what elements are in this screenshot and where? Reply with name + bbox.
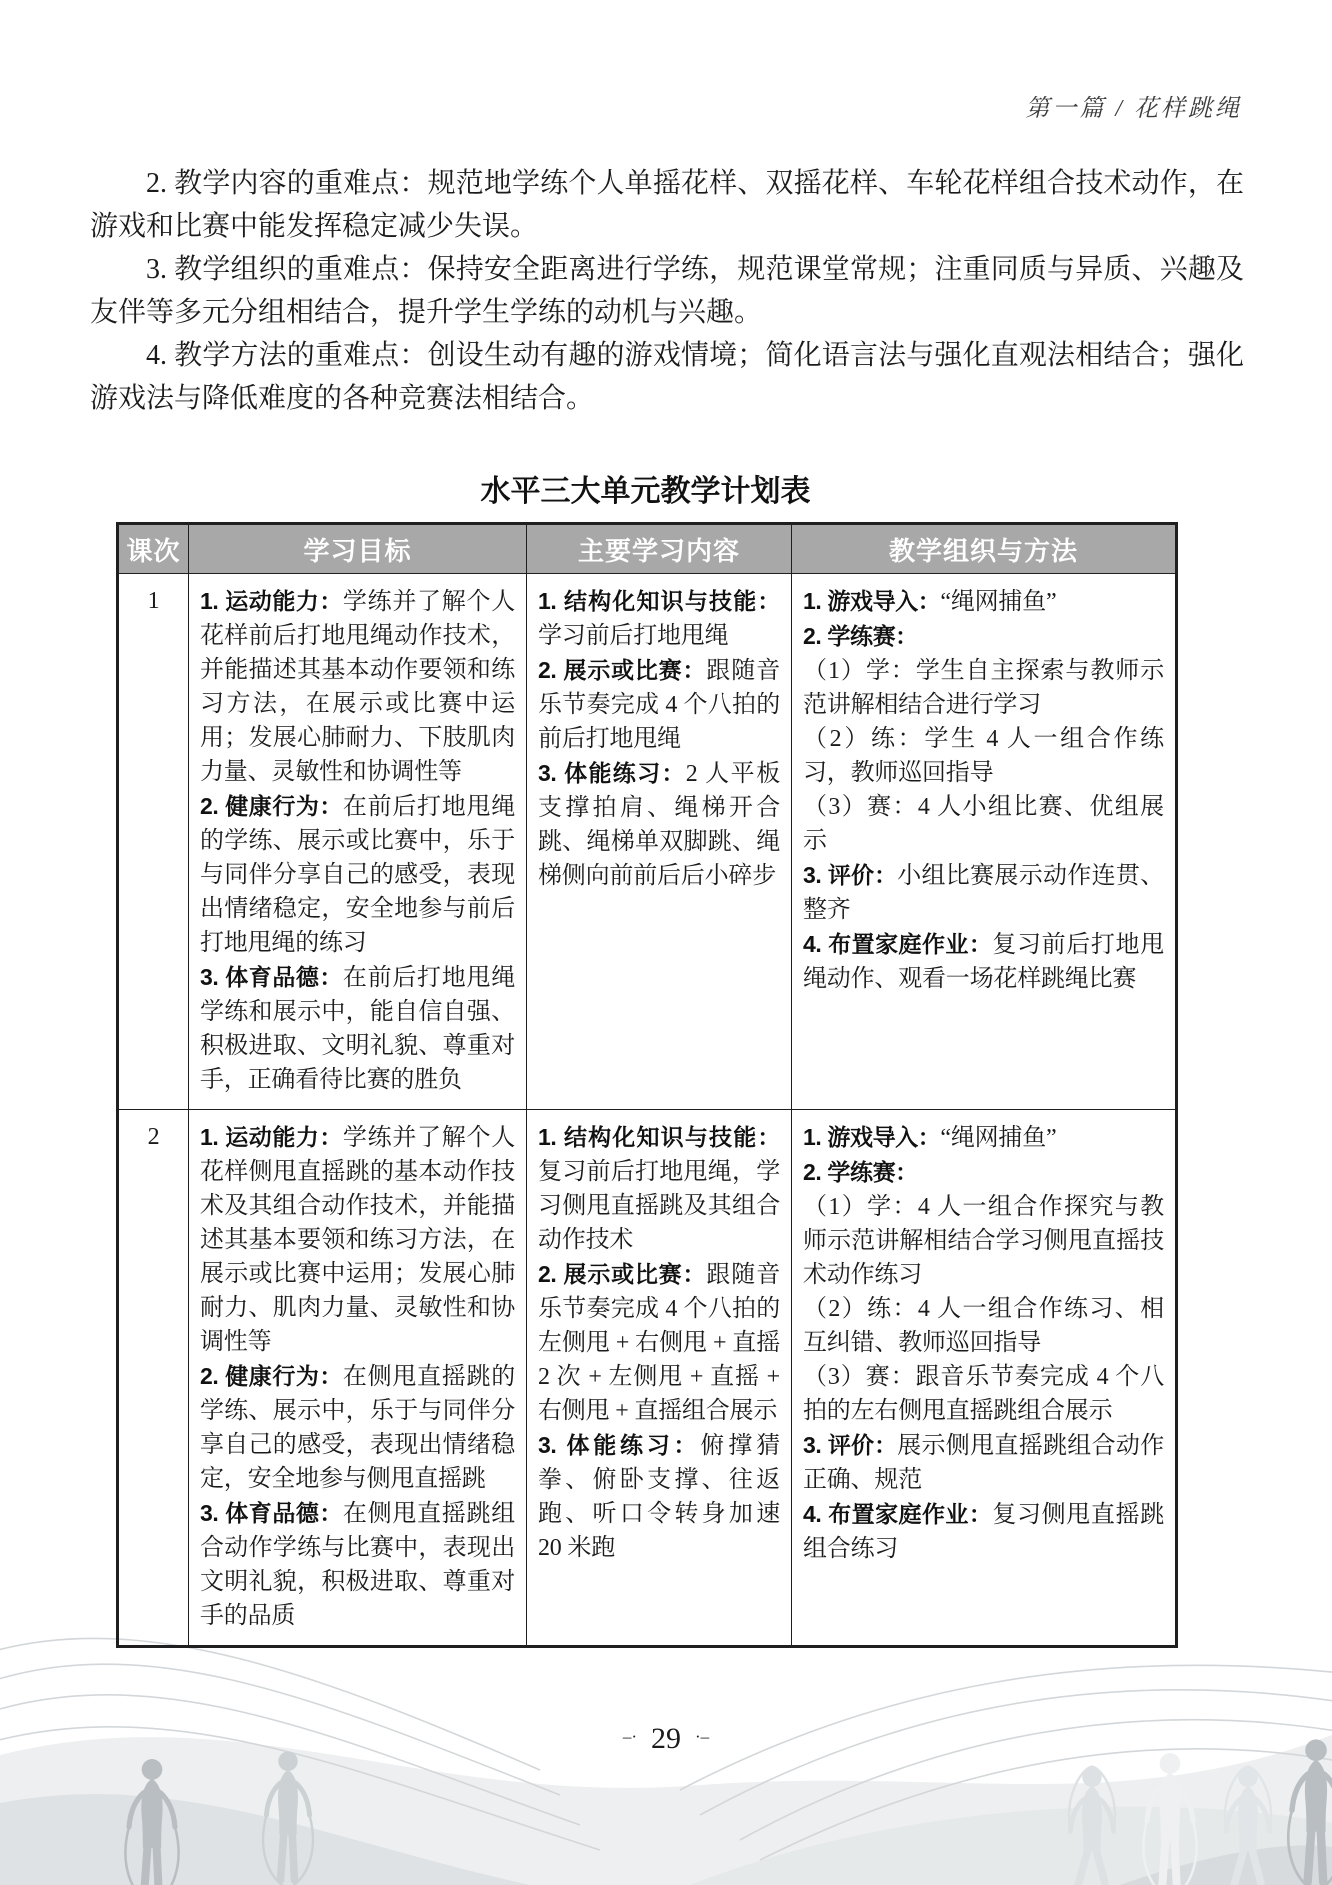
col-header-organization-method: 教学组织与方法 [792, 524, 1177, 574]
cell-paragraph-label: 3. 体能练习： [538, 1432, 701, 1458]
paragraph-teaching-method: 4. 教学方法的重难点：创设生动有趣的游戏情境；简化语言法与强化直观法相结合；强化游戏法与降低难度的各种竞赛法相结合。 [90, 340, 1244, 414]
cell-paragraph-label: 2. 健康行为： [200, 1363, 343, 1389]
cell-paragraph: 3. 体育品德：在前后打地甩绳学练和展示中，能自信自强、积极进取、文明礼貌、尊重对手，正确看待比赛的胜负 [200, 964, 515, 1093]
cell-paragraph-label: 3. 体育品德： [200, 964, 343, 990]
cell-paragraph-label: 3. 评价： [803, 1432, 898, 1458]
running-head: 第一篇 / 花样跳绳 [1025, 96, 1242, 122]
table-title: 水平三大单元教学计划表 [480, 475, 811, 508]
cell-paragraph: 2. 健康行为：在前后打地甩绳的学练、展示或比赛中，乐于与同伴分享自己的感受，表现出情绪稳定，安全地参与前后打地甩绳的练习 [200, 793, 515, 956]
main-content-cell [527, 1110, 792, 1647]
objectives-cell [189, 574, 527, 1110]
cell-paragraph: （3）赛：跟音乐节奏完成 4 个八拍的左右侧甩直摇跳组合展示 [803, 1364, 1164, 1424]
page-number-value: 29 [651, 1722, 681, 1755]
cell-paragraph-label: 3. 体能练习： [538, 760, 686, 786]
cell-paragraph-label: 1. 运动能力： [200, 1124, 343, 1150]
cell-paragraph: 3. 体能练习：俯撑猜拳、俯卧支撑、往返跑、听口令转身加速 20 米跑 [538, 1432, 781, 1561]
cell-paragraph: 3. 体能练习：2 人平板支撑拍肩、绳梯开合跳、绳梯单双脚跳、绳梯侧向前前后后小碎步 [538, 760, 781, 889]
lesson-number: 2 [118, 1110, 189, 1647]
cell-paragraph-label: 2. 学练赛： [803, 623, 918, 649]
cell-paragraph-label: 2. 展示或比赛： [538, 657, 707, 683]
col-header-lesson: 课次 [118, 524, 189, 574]
cell-paragraph-label: 4. 布置家庭作业： [803, 1501, 993, 1527]
cell-paragraph [803, 1155, 1164, 1190]
cell-paragraph-label: 2. 展示或比赛： [538, 1261, 707, 1287]
cell-paragraph: 4. 布置家庭作业：复习侧甩直摇跳组合练习 [803, 1501, 1164, 1562]
cell-paragraph [803, 619, 1164, 654]
col-header-objectives: 学习目标 [189, 524, 527, 574]
unit-teaching-plan-table [116, 522, 1178, 1648]
cell-paragraph-label: 1. 结构化知识与技能： [538, 588, 780, 614]
objectives-cell [189, 1110, 527, 1647]
page-number-right-mark: ·– [695, 1727, 710, 1746]
cell-paragraph: 2. 健康行为：在侧甩直摇跳的学练、展示中，乐于与同伴分享自己的感受，表现出情绪稳定，安全地参与侧甩直摇跳 [200, 1363, 515, 1492]
main-content-cell [527, 574, 792, 1110]
cell-paragraph: （1）学：学生自主探索与教师示范讲解相结合进行学习 [803, 658, 1164, 718]
cell-paragraph: 3. 评价：展示侧甩直摇跳组合动作正确、规范 [803, 1432, 1164, 1493]
cell-paragraph: 1. 运动能力：学练并了解个人花样侧甩直摇跳的基本动作技术及其组合动作技术，并能描述其基本要领和练习方法，在展示或比赛中运用；发展心肺耐力、肌肉力量、灵敏性和协调性等 [200, 1124, 515, 1355]
cell-paragraph: 3. 评价：小组比赛展示动作连贯、整齐 [803, 862, 1164, 923]
cell-paragraph-label: 2. 健康行为： [200, 793, 343, 819]
cell-paragraph: 2. 展示或比赛：跟随音乐节奏完成 4 个八拍的前后打地甩绳 [538, 657, 780, 752]
cell-paragraph: 3. 体育品德：在侧甩直摇跳组合动作学练与比赛中，表现出文明礼貌，积极进取、尊重对手的品质 [200, 1500, 515, 1629]
table-row-lesson-2 [118, 1110, 1177, 1647]
table-row-lesson-1 [118, 574, 1177, 1110]
cell-paragraph: 1. 结构化知识与技能：学习前后打地甩绳 [538, 588, 780, 649]
organization-method-cell [792, 574, 1177, 1110]
cell-paragraph: （2）练：学生 4 人一组合作练习，教师巡回指导 [803, 726, 1164, 786]
cell-paragraph-label: 4. 布置家庭作业： [803, 931, 993, 957]
cell-paragraph-label: 3. 评价： [803, 862, 898, 888]
cell-paragraph-label: 1. 游戏导入： [803, 588, 941, 614]
paragraph-teaching-organization: 3. 教学组织的重难点：保持安全距离进行学练，规范课堂常规；注重同质与异质、兴趣及友伴等多元分组相结合，提升学生学练的动机与兴趣。 [90, 254, 1244, 328]
page-number [0, 1722, 1332, 1756]
cell-paragraph: （1）学：4 人一组合作探究与教师示范讲解相结合学习侧甩直摇技术动作练习 [803, 1194, 1164, 1288]
cell-paragraph: （3）赛：4 人小组比赛、优组展示 [803, 794, 1164, 854]
paragraph-teaching-content: 2. 教学内容的重难点：规范地学练个人单摇花样、双摇花样、车轮花样组合技术动作，在游戏和比赛中能发挥稳定减少失误。 [90, 168, 1244, 242]
organization-method-cell [792, 1110, 1177, 1647]
cell-paragraph-label: 1. 游戏导入： [803, 1124, 941, 1150]
lesson-number: 1 [118, 574, 189, 1110]
cell-paragraph-label: 2. 学练赛： [803, 1159, 918, 1185]
cell-paragraph: 1. 游戏导入：“绳网捕鱼” [803, 588, 1057, 615]
cell-paragraph: 1. 运动能力：学练并了解个人花样前后打地甩绳动作技术，并能描述其基本动作要领和练习方法，在展示或比赛中运用；发展心肺耐力、下肢肌肉力量、灵敏性和协调性等 [200, 588, 515, 785]
page-number-left-mark: –· [622, 1727, 637, 1746]
cell-paragraph: 1. 游戏导入：“绳网捕鱼” [803, 1124, 1057, 1151]
cell-paragraph-label: 1. 运动能力： [200, 588, 343, 614]
cell-paragraph-label: 3. 体育品德： [200, 1500, 343, 1526]
cell-paragraph-label: 1. 结构化知识与技能： [538, 1124, 780, 1150]
cell-paragraph: 1. 结构化知识与技能：复习前后打地甩绳，学习侧甩直摇跳及其组合动作技术 [538, 1124, 780, 1253]
col-header-main-content: 主要学习内容 [527, 524, 792, 574]
cell-paragraph: （2）练：4 人一组合作练习、相互纠错、教师巡回指导 [803, 1296, 1164, 1356]
table-header-row [118, 524, 1177, 574]
cell-paragraph: 4. 布置家庭作业：复习前后打地甩绳动作、观看一场花样跳绳比赛 [803, 931, 1164, 992]
cell-paragraph: 2. 展示或比赛：跟随音乐节奏完成 4 个八拍的左侧甩 + 右侧甩 + 直摇 2 次 + 左侧甩 + 直摇 + 右侧甩 + 直摇组合展示 [538, 1261, 780, 1424]
